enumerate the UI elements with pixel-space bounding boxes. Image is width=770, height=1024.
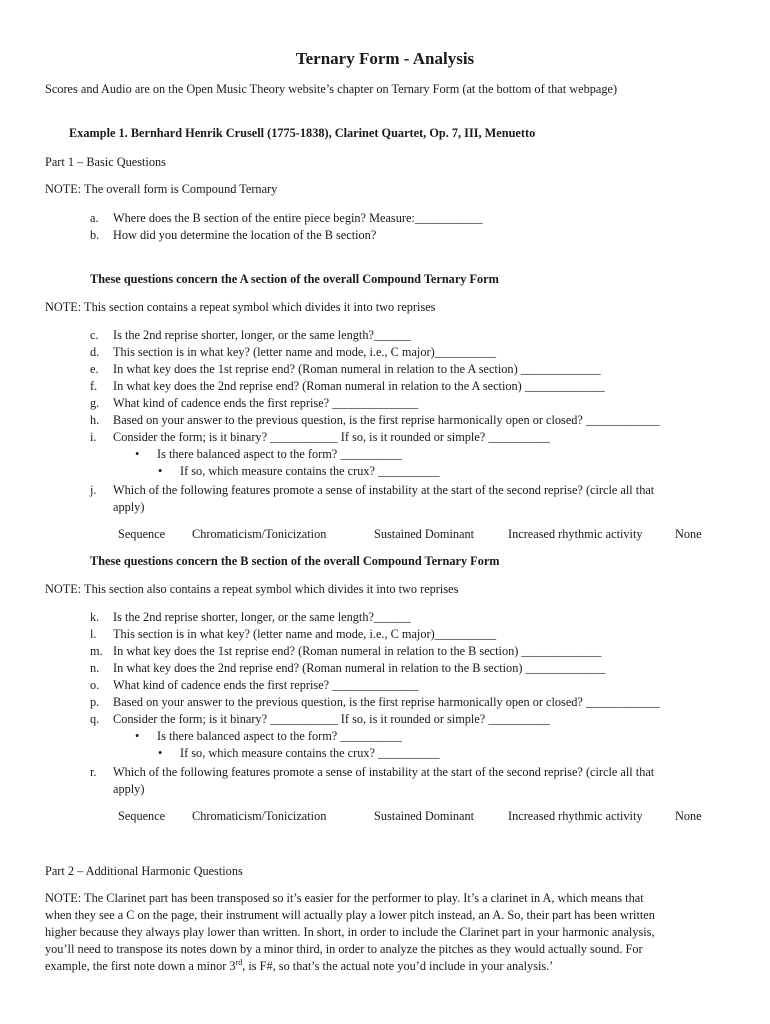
question-letter: n. [90, 661, 100, 675]
part2-line: higher because they always play lower than written. In short, in order to include the Clarinet part in your harmonic analysis, [45, 925, 655, 939]
bullet-text: Is there balanced aspect to the form? __________ [157, 447, 402, 461]
question-text: Consider the form; is it binary? ___________ If so, is it rounded or simple? __________ [113, 712, 550, 726]
question-text: Is the 2nd reprise shorter, longer, or the same length?______ [113, 610, 411, 624]
question-letter: c. [90, 328, 99, 342]
part2-line: NOTE: The Clarinet part has been transposed so it’s easier for the performer to play. It’s a clarinet in A, which means that [45, 891, 644, 905]
question-letter: r. [90, 765, 97, 779]
question-letter: d. [90, 345, 100, 359]
question-text: Which of the following features promote a sense of instability at the start of the second reprise? (circle all that [113, 483, 655, 497]
section-a-note: NOTE: This section contains a repeat symbol which divides it into two reprises [45, 300, 436, 314]
question-letter: p. [90, 695, 100, 709]
option-chromaticism[interactable]: Chromaticism/Tonicization [192, 809, 327, 823]
question-letter: g. [90, 396, 100, 410]
bullet-item [135, 446, 402, 463]
page-title: Ternary Form - Analysis [295, 49, 475, 68]
question-text: This section is in what key? (letter name and mode, i.e., C major)__________ [113, 627, 497, 641]
option-sequence[interactable]: Sequence [118, 527, 166, 541]
ordinal-suffix: rd [235, 957, 243, 967]
question-letter: m. [90, 644, 103, 658]
question-letter: q. [90, 712, 100, 726]
bullet-text: If so, which measure contains the crux? __________ [180, 746, 440, 760]
question-text: Based on your answer to the previous question, is the first reprise harmonically open or closed? ____________ [113, 695, 660, 709]
question-r-continuation: apply) [113, 782, 145, 796]
option-none[interactable]: None [675, 809, 702, 823]
example-heading: Example 1. Bernhard Henrik Crusell (1775-1838), Clarinet Quartet, Op. 7, III, Menuetto [69, 126, 536, 140]
option-none[interactable]: None [675, 527, 702, 541]
question-text: In what key does the 1st reprise end? (Roman numeral in relation to the B section) _____________ [113, 644, 602, 658]
question-letter: h. [90, 413, 100, 427]
part1-note: NOTE: The overall form is Compound Ternary [45, 182, 278, 196]
bullet-icon: • [158, 464, 163, 478]
question-text: What kind of cadence ends the first reprise? ______________ [113, 678, 419, 692]
question-text: Is the 2nd reprise shorter, longer, or the same length?______ [113, 328, 411, 342]
question-text: What kind of cadence ends the first reprise? ______________ [113, 396, 419, 410]
question-text: Based on your answer to the previous question, is the first reprise harmonically open or closed? ____________ [113, 413, 660, 427]
option-rhythmic-activity[interactable]: Increased rhythmic activity [508, 527, 643, 541]
question-text: In what key does the 2nd reprise end? (Roman numeral in relation to the B section) _____________ [113, 661, 606, 675]
question-letter: o. [90, 678, 100, 692]
bullet-item [135, 728, 402, 745]
question-letter: k. [90, 610, 100, 624]
question-text: Where does the B section of the entire piece begin? Measure:___________ [113, 211, 483, 225]
part2-line [45, 958, 553, 975]
question-letter: j. [90, 483, 97, 497]
part1-heading: Part 1 – Basic Questions [45, 155, 166, 169]
question-letter: f. [90, 379, 98, 393]
part2-line: when they see a C on the page, their instrument will actually play a lower pitch instead, an A. So, their part has been written [45, 908, 655, 922]
question-letter: i. [90, 430, 97, 444]
bullet-icon: • [135, 447, 140, 461]
question-letter: b. [90, 228, 100, 242]
option-rhythmic-activity[interactable]: Increased rhythmic activity [508, 809, 643, 823]
question-text: Consider the form; is it binary? ___________ If so, is it rounded or simple? __________ [113, 430, 550, 444]
part2-heading: Part 2 – Additional Harmonic Questions [45, 864, 243, 878]
question-text: Which of the following features promote a sense of instability at the start of the second reprise? (circle all that [113, 765, 655, 779]
part2-line-text: example, the first note down a minor 3 [45, 959, 236, 973]
option-sustained-dominant[interactable]: Sustained Dominant [374, 809, 475, 823]
bullet-icon: • [158, 746, 163, 760]
question-text: How did you determine the location of the B section? [113, 228, 377, 242]
option-sustained-dominant[interactable]: Sustained Dominant [374, 527, 475, 541]
question-text: In what key does the 1st reprise end? (Roman numeral in relation to the A section) _____________ [113, 362, 601, 376]
part2-line-text: , is F#, so that’s the actual note you’d include in your analysis.’ [242, 959, 554, 973]
bullet-item [158, 463, 440, 480]
bullet-text: Is there balanced aspect to the form? __________ [157, 729, 402, 743]
question-letter: a. [90, 211, 99, 225]
option-chromaticism[interactable]: Chromaticism/Tonicization [192, 527, 327, 541]
question-letter: e. [90, 362, 99, 376]
question-letter: l. [90, 627, 97, 641]
question-j-continuation: apply) [113, 500, 145, 514]
section-b-note: NOTE: This section also contains a repeat symbol which divides it into two reprises [45, 582, 459, 596]
intro-text: Scores and Audio are on the Open Music Theory website’s chapter on Ternary Form (at the bottom of that webpage) [45, 82, 618, 96]
part2-line: you’ll need to transpose its notes down by a minor third, in order to analyze the pitches as they would actually sound. For [45, 942, 643, 956]
bullet-icon: • [135, 729, 140, 743]
option-sequence[interactable]: Sequence [118, 809, 166, 823]
bullet-text: If so, which measure contains the crux? __________ [180, 464, 440, 478]
section-a-heading: These questions concern the A section of the overall Compound Ternary Form [90, 272, 499, 286]
section-b-heading: These questions concern the B section of the overall Compound Ternary Form [90, 554, 500, 568]
bullet-item [158, 745, 440, 762]
question-text: In what key does the 2nd reprise end? (Roman numeral in relation to the A section) _____________ [113, 379, 605, 393]
question-text: This section is in what key? (letter name and mode, i.e., C major)__________ [113, 345, 497, 359]
